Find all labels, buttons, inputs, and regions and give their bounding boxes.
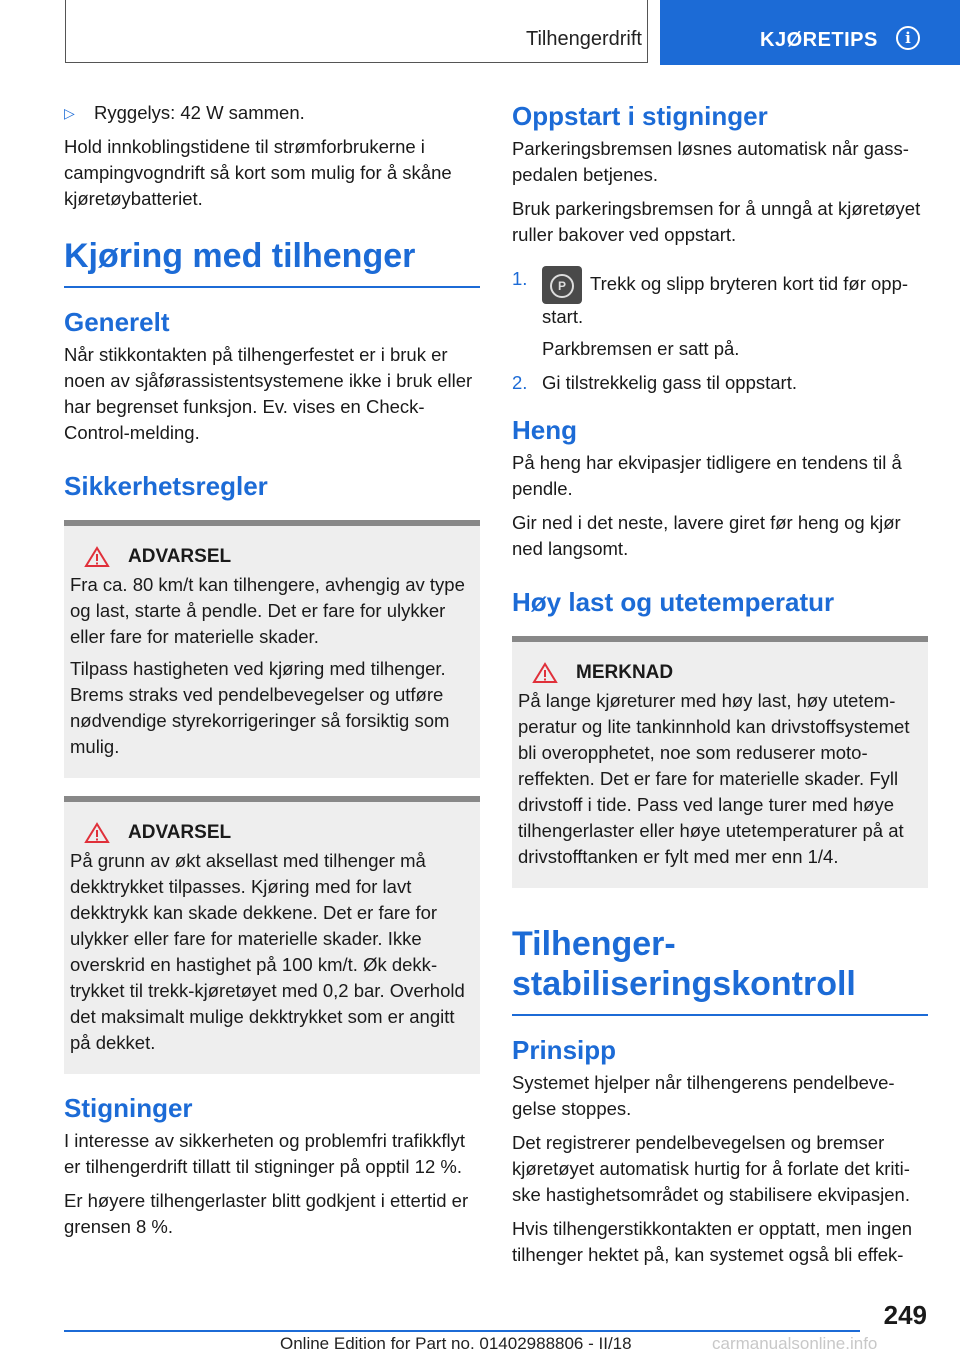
section-heading: Tilhengerstabiliseringskontroll <box>512 924 928 1016</box>
page-number: 249 <box>883 1300 927 1330</box>
paragraph: Hvis tilhengerstikkontakten er opptatt, men ingen tilhenger hektet på, kan systemet også bli effek- <box>512 1218 913 1265</box>
header-section-title: Tilhengerdrift <box>526 28 642 50</box>
right-column <box>512 100 928 1276</box>
paragraph: Det registrerer pendelbevegelsen og bremser kjøretøyet automatisk hurtig for å forlate det kritiske hastighetsområdet og stabilisere ekvipasjen. <box>512 1132 910 1205</box>
bullet-text: Ryggelys: 42 W sammen. <box>94 102 305 123</box>
step-text: Trekk og slipp bryteren kort tid før oppstart. <box>542 272 909 327</box>
paragraph: Hold innkoblingstidene til strømforbrukerne i campingvogndrift så kort som mulig for å skåne kjøretøybatteriet. <box>64 136 452 209</box>
warning-triangle-icon <box>84 546 110 568</box>
subheading-start: Oppstart i stigninger <box>512 101 768 131</box>
paragraph: Er høyere tilhengerlaster blitt godkjent i ettertid er grensen 8 %. <box>64 1190 469 1237</box>
parking-brake-button-icon: P <box>542 266 582 304</box>
footer-rule <box>64 1330 860 1332</box>
paragraph: Systemet hjelper når tilhengerens pendelbevegelse stoppes. <box>512 1072 895 1119</box>
note-text: På lange kjøreturer med høy last, høy utetemperatur og lite tankinnhold kan drivstoffsystemet bli overopphetet, noe som reduserer motoreffekten. Det er fare for materielle skader. Fyll drivstoff i tide. Pass ved lange turer med høye tilhengerlaster eller høye utetemperaturer på at drivstofftanken er fylt med mer enn 1/4. <box>518 690 910 867</box>
step-number: 1. <box>512 268 528 289</box>
paragraph: På heng har ekvipasjer tidligere en tendens til å pendle. <box>512 452 902 499</box>
subheading-principle: Prinsipp <box>512 1035 617 1065</box>
warning-title: ADVARSEL <box>128 822 232 843</box>
subheading-slopes: Stigninger <box>64 1093 193 1123</box>
note-box <box>512 636 928 888</box>
step-item <box>512 266 928 362</box>
warning-text: Fra ca. 80 km/t kan tilhengere, avhengig av type og last, starte å pendle. Det er fare for ulykker eller fare for materielle skader. <box>70 574 465 647</box>
warning-triangle-icon <box>84 822 110 844</box>
paragraph: Gir ned i det neste, lavere giret før heng og kjør ned langsomt. <box>512 512 901 559</box>
note-triangle-icon <box>532 662 558 684</box>
paragraph: Når stikkontakten på tilhengerfestet er i bruk er noen av sjåførassistentsystemene ikke i bruk eller har begrenset funksjon. Ev. vises en Check-Control-melding. <box>64 344 473 443</box>
note-header <box>518 662 922 684</box>
paragraph: Parkeringsbremsen løsnes automatisk når gasspedalen betjenes. <box>512 138 909 185</box>
subheading-general: Generelt <box>64 307 170 337</box>
bullet-item <box>64 100 480 126</box>
note-title: MERKNAD <box>576 662 674 683</box>
left-column <box>64 100 480 1248</box>
warning-text: På grunn av økt aksellast med tilhenger må dekktrykket tilpasses. Kjøring med for lavt dekktrykk kan skade dekkene. Det er fare for ulykker eller fare for materielle skader. Ikke overskrid en hastighet på 100 km/t. Øk dekktrykket til trekk-kjøretøyet med 0,2 bar. Overhold det maksimalt mulige dekktrykket som er angitt på dekket. <box>70 850 465 1053</box>
section-heading: Kjøring med tilhenger <box>64 236 480 288</box>
info-icon[interactable]: i <box>896 26 920 50</box>
warning-text: Tilpass hastigheten ved kjøring med tilhenger. Brems straks ved pendelbevegelser og utføre nødvendige styrekorrigeringer så forsiktig som mulig. <box>70 658 450 757</box>
subheading-hot: Høy last og utetemperatur <box>512 587 835 617</box>
chapter-label: KJØRETIPS <box>760 29 878 51</box>
step-item <box>512 370 928 396</box>
warning-header <box>70 546 474 568</box>
paragraph: I interesse av sikkerheten og problemfri trafikkflyt er tilhengerdrift tillatt til stigninger på opptil 12 %. <box>64 1130 465 1177</box>
step-text: Gi tilstrekkelig gass til oppstart. <box>542 372 797 393</box>
header-chapter-tab[interactable] <box>660 0 960 65</box>
watermark-text: carmanualsonline.info <box>712 1334 878 1353</box>
warning-header <box>70 822 474 844</box>
step-subtext: Parkbremsen er satt på. <box>542 338 740 359</box>
subheading-safety: Sikkerhetsregler <box>64 471 268 501</box>
warning-box <box>64 520 480 778</box>
warning-box <box>64 796 480 1074</box>
warning-title: ADVARSEL <box>128 546 232 567</box>
edition-text: Online Edition for Part no. 01402988806 - II/18 <box>280 1334 632 1353</box>
subheading-heng: Heng <box>512 415 577 445</box>
step-number: 2. <box>512 372 528 393</box>
triangle-bullet-icon: ▷ <box>64 105 75 121</box>
paragraph: Bruk parkeringsbremsen for å unngå at kjøretøyet ruller bakover ved oppstart. <box>512 198 921 245</box>
